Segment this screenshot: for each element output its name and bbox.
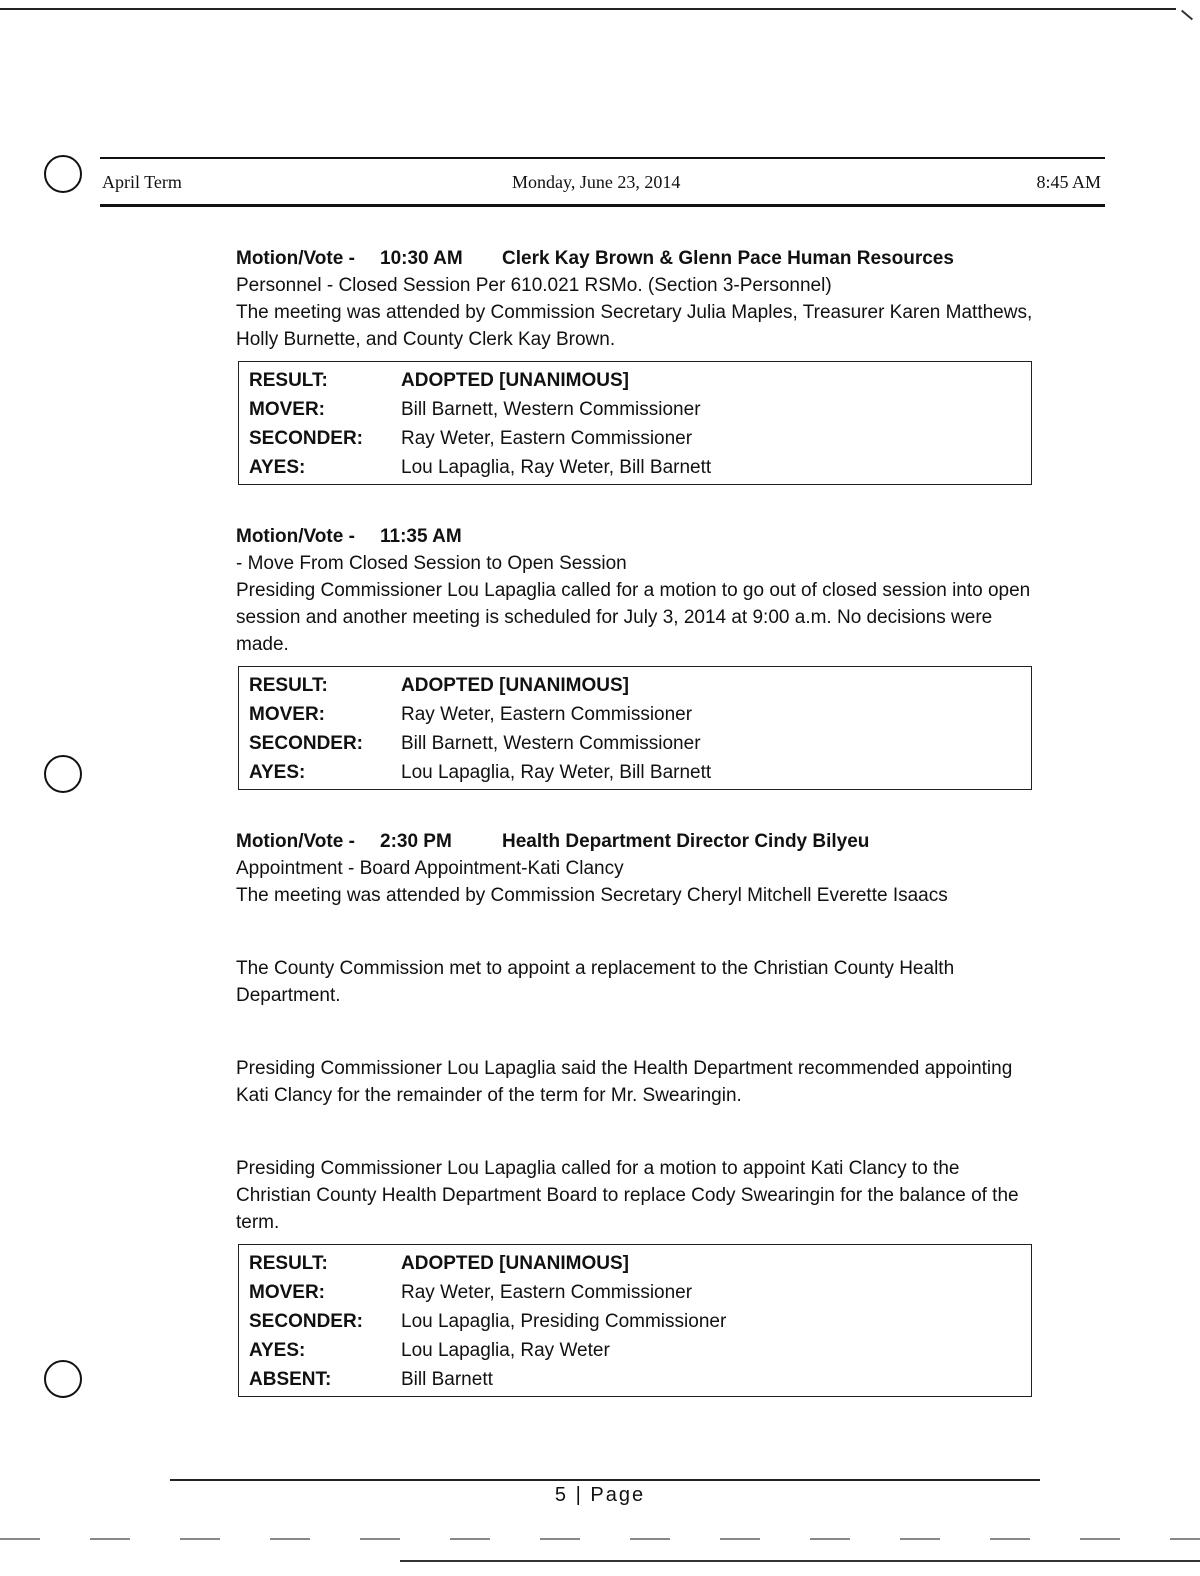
motion-paragraph: Presiding Commissioner Lou Lapaglia said the Health Department recommended appointing Kati Clancy for the remainder of the term for Mr. Swearingin.	[236, 1058, 1013, 1106]
binder-hole-icon	[44, 1360, 82, 1398]
vote-value: ADOPTED [UNANIMOUS]	[401, 675, 629, 696]
vote-row-seconder	[239, 729, 1031, 758]
vote-value: Bill Barnett, Western Commissioner	[401, 733, 701, 754]
vote-label: MOVER:	[249, 399, 325, 420]
vote-row-result	[239, 671, 1031, 700]
header-term: April Term	[102, 172, 182, 192]
page-top-rule	[0, 8, 1176, 10]
motion-presenter: Clerk Kay Brown & Glenn Pace Human Resources	[502, 248, 954, 269]
motion-heading	[236, 523, 1036, 550]
vote-value: Ray Weter, Eastern Commissioner	[401, 428, 693, 449]
motion-paragraph: The County Commission met to appoint a replacement to the Christian County Health Department.	[236, 958, 955, 1006]
spacer	[236, 790, 1036, 828]
vote-value: Bill Barnett	[401, 1369, 493, 1390]
header-date: Monday, June 23, 2014	[512, 172, 681, 192]
motion-presenter: Health Department Director Cindy Bilyeu	[502, 831, 870, 852]
vote-row-mover	[239, 395, 1031, 424]
vote-label: RESULT:	[249, 370, 328, 391]
vote-label: SECONDER:	[249, 1311, 364, 1332]
vote-value: Lou Lapaglia, Ray Weter, Bill Barnett	[401, 457, 712, 478]
vote-label: RESULT:	[249, 675, 328, 696]
motion-subject: Appointment - Board Appointment-Kati Clancy	[236, 858, 624, 879]
motion-paragraph: The meeting was attended by Commission Secretary Julia Maples, Treasurer Karen Matthews, Holly Burnette, and County Clerk Kay Brown.	[236, 302, 1033, 350]
vote-table	[238, 666, 1032, 790]
page-number: 5 | Page	[554, 1484, 646, 1506]
spacer	[236, 1109, 1036, 1155]
vote-row-result	[239, 366, 1031, 395]
vote-row-mover	[239, 700, 1031, 729]
vote-table	[238, 1244, 1032, 1397]
page-header	[100, 157, 1105, 207]
scan-bottom-edge	[400, 1560, 1200, 1562]
motion-time: 10:30 AM	[380, 248, 463, 269]
motion-subject: - Move From Closed Session to Open Session	[236, 553, 627, 574]
motion-subject: Personnel - Closed Session Per 610.021 RSMo. (Section 3-Personnel)	[236, 275, 832, 296]
spacer	[236, 909, 1036, 955]
motion-section	[236, 523, 1036, 790]
motion-label: Motion/Vote -	[236, 526, 355, 547]
vote-label: MOVER:	[249, 704, 325, 725]
vote-value: ADOPTED [UNANIMOUS]	[401, 370, 629, 391]
vote-row-seconder	[239, 1307, 1031, 1336]
motion-time: 2:30 PM	[380, 831, 452, 852]
vote-label: AYES:	[249, 762, 306, 783]
motion-attended: The meeting was attended by Commission Secretary Cheryl Mitchell Everette Isaacs	[236, 885, 948, 906]
motion-section	[236, 828, 1036, 1397]
vote-row-ayes	[239, 453, 1031, 482]
motion-section	[236, 245, 1036, 485]
vote-label: SECONDER:	[249, 428, 364, 449]
vote-value: Lou Lapaglia, Ray Weter	[401, 1340, 610, 1361]
vote-row-ayes	[239, 1336, 1031, 1365]
vote-row-result	[239, 1249, 1031, 1278]
motion-paragraph: Presiding Commissioner Lou Lapaglia called for a motion to go out of closed session into open session and another meeting is scheduled for July 3, 2014 at 9:00 a.m. No decisions were made.	[236, 580, 1031, 655]
vote-table	[238, 361, 1032, 485]
vote-row-mover	[239, 1278, 1031, 1307]
vote-label: MOVER:	[249, 1282, 325, 1303]
vote-value: Ray Weter, Eastern Commissioner	[401, 704, 693, 725]
motion-label: Motion/Vote -	[236, 248, 355, 269]
vote-label: RESULT:	[249, 1253, 328, 1274]
vote-label: AYES:	[249, 1340, 306, 1361]
vote-value: ADOPTED [UNANIMOUS]	[401, 1253, 629, 1274]
spacer	[236, 1009, 1036, 1055]
binder-hole-icon	[44, 755, 82, 793]
vote-label: SECONDER:	[249, 733, 364, 754]
vote-label: ABSENT:	[249, 1369, 332, 1390]
motion-time: 11:35 AM	[380, 526, 462, 547]
scan-artifact-dashes	[0, 1538, 1200, 1540]
vote-value: Ray Weter, Eastern Commissioner	[401, 1282, 693, 1303]
vote-row-absent	[239, 1365, 1031, 1394]
motion-paragraph: Presiding Commissioner Lou Lapaglia called for a motion to appoint Kati Clancy to the Christian County Health Department Board to replace Cody Swearingin for the balance of the term.	[236, 1158, 1019, 1233]
vote-label: AYES:	[249, 457, 306, 478]
vote-value: Lou Lapaglia, Presiding Commissioner	[401, 1311, 727, 1332]
vote-value: Lou Lapaglia, Ray Weter, Bill Barnett	[401, 762, 712, 783]
minutes-body	[236, 245, 1036, 1397]
spacer	[236, 485, 1036, 523]
header-time: 8:45 AM	[1036, 172, 1101, 192]
motion-heading	[236, 245, 1036, 272]
motion-label: Motion/Vote -	[236, 831, 355, 852]
footer-rule	[170, 1479, 1040, 1481]
scan-corner-mark	[1181, 10, 1193, 21]
vote-value: Bill Barnett, Western Commissioner	[401, 399, 701, 420]
motion-heading	[236, 828, 1036, 855]
vote-row-seconder	[239, 424, 1031, 453]
binder-hole-icon	[44, 155, 82, 193]
vote-row-ayes	[239, 758, 1031, 787]
